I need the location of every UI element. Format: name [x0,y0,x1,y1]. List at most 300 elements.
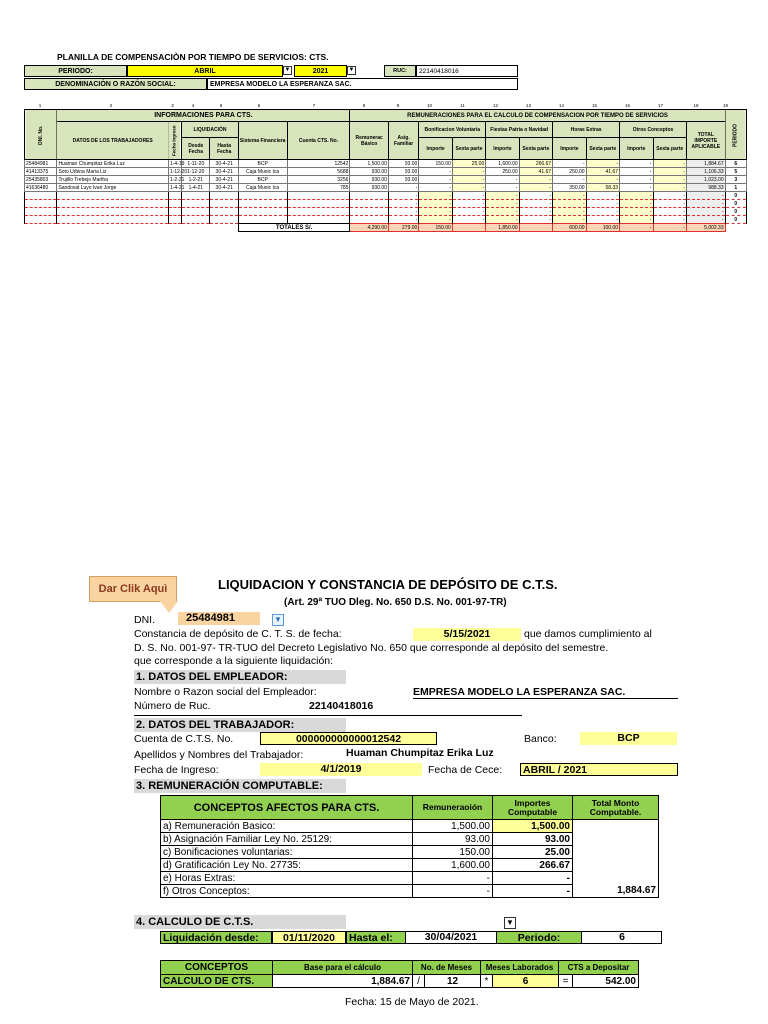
month-dropdown-icon[interactable]: ▼ [284,67,291,73]
column-number: 4 [191,103,195,108]
planilla-cell: - [620,216,653,224]
fecha-footer: Fecha: 15 de Mayo de 2021. [345,996,479,1008]
planilla-cell: 930.00 [350,168,389,176]
planilla-cell: 930.00 [350,176,389,184]
cc-label: CALCULO DE CTS. [161,975,273,988]
planilla-cell: 6 [725,160,746,168]
planilla-cell [238,192,287,200]
empleador-label: Nombre o Razon social del Empleador: [134,686,317,698]
planilla-cell: - [686,208,725,216]
rc-cell: - [493,872,573,885]
planilla-row [25,176,747,184]
rc-cell: - [413,885,493,898]
total-cell: 1,850.00 [486,224,519,232]
ruc-value: 22140418016 [416,65,518,77]
planilla-cell: - [388,200,418,208]
planilla-cell: - [653,208,686,216]
cc-laborados: 6 [493,975,559,988]
planilla-cell: 1-11-20 [182,160,210,168]
rc-row [161,820,659,833]
rc-header-remuneracion: Remuneraoión [413,796,493,820]
constancia-subtitle: (Art. 29ª TUO Dleg. No. 650 D.S. No. 001-97-TR) [284,597,507,608]
planilla-cell: 25484981 [25,160,57,168]
rc-cell: f) Otros Conceptos: [161,885,413,898]
banco-value: BCP [580,732,677,745]
planilla-cell [210,208,238,216]
total-cell [452,224,485,232]
planilla-cell: 0 [725,192,746,200]
constancia-title: LIQUIDACION Y CONSTANCIA DE DEPÓSITO DE C.T.S. [218,577,558,592]
rc-cell [573,846,659,859]
planilla-cell: - [452,216,485,224]
planilla-empty-row [25,200,747,208]
planilla-cell: - [653,192,686,200]
dni-selector[interactable]: 25484981 [178,612,260,625]
planilla-cell: - [452,208,485,216]
ruc-label-2: Número de Ruc. [134,700,211,712]
constancia-text-a: Constancia de depósito de C. T. S. de fecha: [134,628,342,640]
planilla-cell: - [419,200,452,208]
cc-equals-sign: = [559,975,573,988]
rc-cell: 150.00 [413,846,493,859]
header-importe: Importe [620,138,653,160]
column-number: 8 [362,103,366,108]
apellidos-label: Apellidos y Nombres del Trabajador: [134,749,304,761]
planilla-cell: 1-2-21 [169,176,185,183]
periodo-value: 6 [619,931,625,943]
header-liquidacion: LIQUIDACIÓN [182,122,239,138]
column-number: 14 [558,103,564,108]
planilla-cell: - [519,200,552,208]
fecha-deposito: 5/15/2021 [413,628,521,641]
planilla-cell [210,192,238,200]
planilla-cell [182,192,210,200]
planilla-cell: 1-4-21 [169,184,185,191]
planilla-cell [287,216,350,224]
planilla-cell: - [452,168,485,176]
planilla-cell: Trujillo Trebejo Martha [57,176,169,184]
totals-spacer [57,224,169,232]
planilla-cell [287,208,350,216]
planilla-cell: 1,023.00 [686,176,725,184]
dni-label: DNI. [134,614,155,626]
planilla-cell: 785 [287,184,350,192]
cc-header-conceptos: CONCEPTOS [161,961,273,975]
planilla-cell: 25435803 [25,176,57,184]
planilla-cell: - [553,208,586,216]
planilla-cell [287,200,350,208]
callout-pointer [160,601,178,613]
planilla-cell: - [686,216,725,224]
planilla-empty-row [25,208,747,216]
calculo-table [160,960,639,988]
header-importe: Importe [486,138,519,160]
planilla-cell [210,216,238,224]
planilla-cell: 1,500.00 [350,160,389,168]
planilla-cell: - [486,176,519,184]
planilla-cell: 30-4-21 [210,168,238,176]
rc-cell [573,859,659,872]
planilla-cell: - [519,208,552,216]
header-total: TOTAL IMPORTE APLICABLE [686,122,725,160]
planilla-cell: - [519,176,552,184]
planilla-cell: - [388,192,418,200]
planilla-cell: 41.67 [586,168,619,176]
planilla-cell: Soto Urbina Maria Liz [57,168,169,176]
planilla-cell: 1,600.00 [486,160,519,168]
column-number: 15 [591,103,597,108]
planilla-cell: - [419,168,452,176]
ruc-label: RUC: [384,65,416,77]
liq-desde-label: Liquidación desde: [160,931,272,944]
planilla-cell [25,208,57,216]
planilla-title: PLANILLA DE COMPENSACIÒN POR TIEMPO DE SERVICIOS: CTS. [57,52,329,62]
planilla-cell: - [620,200,653,208]
planilla-cell [25,216,57,224]
planilla-cell: - [586,208,619,216]
planilla-cell [287,192,350,200]
planilla-cell: 266.67 [519,160,552,168]
header-periodo: PERIODO [725,110,746,160]
header-sexta: Sexta parte [452,138,485,160]
cc-divide-sign: / [413,975,425,988]
rc-row [161,859,659,872]
planilla-cell: - [620,160,653,168]
header-importe: Importe [419,138,452,160]
rc-cell: 1,500.00 [493,820,573,833]
section-calculo: 4. CALCULO DE C.T.S. [134,915,346,929]
total-cell: - [653,224,686,232]
planilla-cell: 30-4-21 [210,184,238,192]
planilla-cell: 30-4-21 [210,160,238,168]
column-number: 19 [722,103,728,108]
planilla-cell: - [553,216,586,224]
planilla-cell: - [586,160,619,168]
planilla-cell: - [486,208,519,216]
section-empleador: 1. DATOS DEL EMPLEADOR: [134,670,346,684]
planilla-cell [168,216,181,224]
apellidos-value: Huaman Chumpitaz Erika Luz [346,747,494,759]
empleador-value: EMPRESA MODELO LA ESPERANZA SAC. [413,686,678,699]
banco-label: Banco: [524,733,557,745]
planilla-cell [238,200,287,208]
planilla-cell: 0 [725,200,746,208]
cc-cts-depositar: 542.00 [573,975,639,988]
planilla-cell: - [486,216,519,224]
rc-cell [573,820,659,833]
planilla-cell: - [586,200,619,208]
planilla-cell: 1 [725,184,746,192]
planilla-cell: - [519,192,552,200]
planilla-cell: - [419,208,452,216]
header-importe: Importe [553,138,586,160]
rc-cell: 93.00 [493,833,573,846]
planilla-cell: - [620,208,653,216]
dni-dropdown-icon[interactable]: ▼ [272,614,284,626]
total-cell: 600.00 [553,224,586,232]
header-fiestas: Fiestas Patria o Navidad [486,122,553,138]
planilla-cell: Caja Munic Ica [238,168,287,176]
planilla-empty-row [25,192,747,200]
rc-cell: d) Gratificación Ley No. 27735: [161,859,413,872]
rc-cell: 1,884.67 [573,885,659,898]
ingreso-label: Fecha de Ingreso: [134,764,219,776]
calculo-dropdown-icon[interactable]: ▼ [504,917,516,929]
rc-cell: 25.00 [493,846,573,859]
planilla-cell: - [486,184,519,192]
planilla-cell: BCP [238,176,287,184]
planilla-cell: 5 [725,168,746,176]
column-number: 6 [257,103,261,108]
planilla-empty-row [25,216,747,224]
header-hasta: Hasta Fecha [210,138,238,160]
planilla-cell: 93.00 [388,176,418,184]
planilla-cell: - [388,208,418,216]
planilla-cell: - [653,176,686,184]
rc-cell: c) Bonificaciones voluntarias: [161,846,413,859]
hasta-value: 30/04/2021 [424,931,478,943]
column-number: 7 [312,103,316,108]
cc-multiply-sign: * [481,975,493,988]
header-sexta: Sexta parte [519,138,552,160]
constancia-text-d: que corresponde a la siguiente liquidación: [134,655,334,667]
planilla-cell [168,192,181,200]
periodo-year[interactable]: 2021 [294,65,347,77]
cc-base: 1,884.67 [273,975,413,988]
totals-label: TOTALES S/. [238,224,350,232]
planilla-cell: - [419,216,452,224]
planilla-cell: BCP [238,160,287,168]
planilla-cell: - [586,176,619,184]
header-remunerac: Remunerac Básico [350,122,389,160]
planilla-cell [168,200,181,208]
planilla-cell [25,192,57,200]
planilla-cell: 58.33 [586,184,619,192]
column-number: 9 [396,103,400,108]
planilla-cell: 3256 [287,176,350,184]
header-remuneraciones: REMUNERACIONES PARA EL CALCULO DE COMPENSACION POR TIEMPO DE SERVICIOS [350,110,725,122]
planilla-cell: 1,884.67 [686,160,725,168]
planilla-cell [350,192,389,200]
total-cell: 5,002.33 [686,224,725,232]
planilla-cell [25,200,57,208]
rc-header-total: Total Monto Computable. [573,796,659,820]
planilla-cell [350,200,389,208]
planilla-cell: - [388,184,418,192]
planilla-cell: 1-4-21 [182,184,210,192]
cuenta-value: 000000000000012542 [260,732,437,745]
total-cell [519,224,552,232]
planilla-cell: 30-4-21 [210,176,238,184]
planilla-cell: 41636480 [25,184,57,192]
total-cell: 279.00 [388,224,418,232]
planilla-row [25,168,747,176]
remuneracion-table [160,795,659,898]
planilla-cell: 0 [725,216,746,224]
planilla-cell [168,208,181,216]
rc-cell [573,833,659,846]
planilla-cell: 350.00 [553,184,586,192]
planilla-cell: Sandoval Luyo Ivan Jorge [57,184,169,192]
column-number: 2 [109,103,113,108]
periodo-label-2: Periodo: [496,931,582,944]
planilla-cell: 1-12-20 [182,168,210,176]
total-cell: 100.00 [586,224,619,232]
header-otros: Otros Conceptos [620,122,687,138]
total-cell: 150.00 [419,224,452,232]
planilla-cell [238,216,287,224]
planilla-row [25,160,747,168]
periodo-label: PERIODO: [24,65,127,77]
planilla-cell: - [553,176,586,184]
column-number: 3 [171,103,174,108]
cuenta-label: Cuenta de C.T.S. No. [134,733,234,745]
planilla-cell [238,208,287,216]
planilla-cell: 12542 [287,160,350,168]
planilla-cell: - [653,168,686,176]
column-number: 13 [525,103,531,108]
header-informaciones: INFORMACIONES PARA CTS. [57,110,350,122]
rc-cell: a) Remuneración Basico: [161,820,413,833]
planilla-cell: - [486,192,519,200]
planilla-cell: - [620,176,653,184]
rc-cell: b) Asignación Familiar Ley No. 25129: [161,833,413,846]
periodo-month[interactable]: ABRIL [127,65,283,77]
empleador-underline [134,715,522,716]
planilla-cell: 25.00 [452,160,485,168]
rc-cell: - [413,872,493,885]
planilla-cell: 250.00 [553,168,586,176]
planilla-cell: - [686,192,725,200]
planilla-cell: - [586,192,619,200]
planilla-cell: - [553,192,586,200]
column-number: 16 [624,103,630,108]
rc-header-conceptos: CONCEPTOS AFECTOS PARA CTS. [161,796,413,820]
planilla-cell [57,192,169,200]
planilla-cell [210,200,238,208]
planilla-cell: 3 [725,176,746,184]
planilla-cell: - [452,192,485,200]
rc-cell: 266.67 [493,859,573,872]
planilla-cell [57,208,169,216]
planilla-cell: - [620,192,653,200]
column-number: 18 [693,103,699,108]
planilla-cell: 988.33 [686,184,725,192]
planilla-cell [182,208,210,216]
header-desde: Desde Fecha [182,138,210,160]
total-cell: - [620,224,653,232]
cc-meses: 12 [425,975,481,988]
planilla-cell [57,200,169,208]
planilla-cell: - [419,184,452,192]
planilla-row [25,184,747,192]
liq-desde-value: 01/11/2020 [272,931,346,944]
header-horas: Horas Extras [553,122,620,138]
ruc-value-2: 22140418016 [309,700,374,712]
planilla-cell [182,216,210,224]
planilla-cell: - [553,160,586,168]
column-number: 11 [460,103,465,108]
planilla-cell: 0 [725,208,746,216]
planilla-cell: - [452,176,485,184]
ingreso-value: 4/1/2019 [260,763,422,776]
year-dropdown-icon[interactable]: ▼ [348,67,355,73]
planilla-cell [350,216,389,224]
cese-value: ABRIL / 2021 [520,763,678,776]
planilla-cell: 150.00 [419,160,452,168]
planilla-cell: - [519,184,552,192]
header-sistema: Sistema Financiera [238,122,287,160]
planilla-cell: 1-4-19 [169,160,185,167]
planilla-cell: - [653,184,686,192]
planilla-cell: 1-2-21 [182,176,210,184]
cc-header-base: Base para el cálculo [273,961,413,975]
planilla-cell [182,200,210,208]
planilla-cell: - [553,200,586,208]
razon-social-label: DENOMINACIÓN O RAZÓN SOCIAL: [24,78,207,90]
cc-header-depositar: CTS a Depositar [559,961,639,975]
planilla-cell: Caja Munic Ica [238,184,287,192]
rc-cell: e) Horas Extras: [161,872,413,885]
cese-label: Fecha de Cece: [428,764,503,776]
dar-click-button[interactable]: Dar Clik Aquì [89,576,177,602]
planilla-cell [350,208,389,216]
constancia-text-b: que damos cumplimiento al [524,628,652,640]
header-sexta: Sexta parte [653,138,686,160]
planilla-cell: - [586,216,619,224]
planilla-cell: - [419,176,452,184]
planilla-cell: 5688 [287,168,350,176]
rc-header-importes: Importes Computable [493,796,573,820]
planilla-cell: 41.67 [519,168,552,176]
planilla-cell: 1,106.33 [686,168,725,176]
rc-row [161,846,659,859]
rc-cell: - [493,885,573,898]
header-cuenta: Cuenta CTS. No. [287,122,350,160]
planilla-cell: - [686,200,725,208]
planilla-totals-row [25,224,747,232]
header-dni: DNI. No. [25,110,57,160]
planilla-cell: - [653,200,686,208]
column-number: 10 [426,103,432,108]
header-asig: Asig. Familiar [388,122,418,160]
planilla-cell: 1-12-20 [169,168,188,175]
planilla-cell: - [620,184,653,192]
column-number: 5 [219,103,223,108]
totals-spacer [25,224,57,232]
planilla-cell: - [419,192,452,200]
planilla-cell [57,216,169,224]
planilla-cell: 930.00 [350,184,389,192]
section-trabajador: 2. DATOS DEL TRABAJADOR: [134,718,346,732]
constancia-text-c: D. S. No. 001-97- TR-TUO del Decreto Legislativo No. 650 que corresponde al depósito del semestre. [134,642,609,654]
header-fecha-ingreso: Fecha Ingreso [168,122,181,160]
planilla-cell: - [486,200,519,208]
cc-header-meses: No. de Meses [413,961,481,975]
header-bonificacion: Bonificacion Voluntaria [419,122,486,138]
total-cell: 4,290.00 [350,224,389,232]
header-datos: DATOS DE LOS TRABAJADORES [57,122,169,160]
rc-row [161,885,659,898]
hasta-label: Hasta el: [346,931,406,944]
cc-header-laborados: Meses Laborados [481,961,559,975]
column-number: 1 [38,103,42,108]
planilla-cell: 93.00 [388,160,418,168]
rc-row [161,833,659,846]
planilla-cell: 41413375 [25,168,57,176]
razon-social-value: EMPRESA MODELO LA ESPERANZA SAC. [207,78,518,90]
planilla-cell: - [519,216,552,224]
